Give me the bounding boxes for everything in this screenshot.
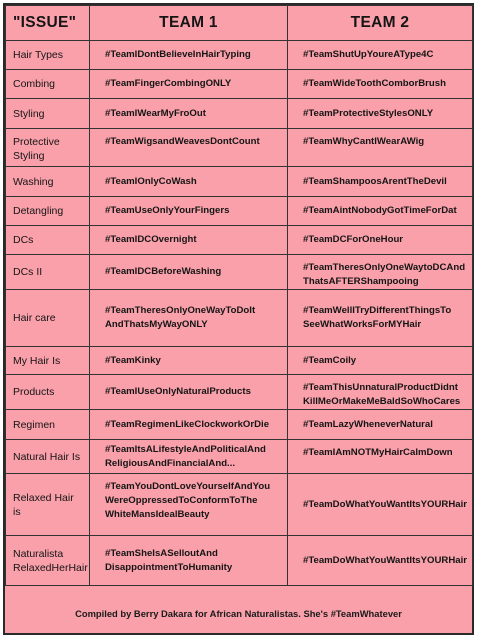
cell-team2: #TeamTheresOnlyOneWaytoDCAnd ThatsAFTERShampooing: [288, 255, 473, 290]
cell-team1: #TeamIUseOnlyNaturalProducts: [90, 375, 288, 410]
cell-issue: Combing: [6, 70, 90, 99]
cell-team2: #TeamWideToothComborBrush: [288, 70, 473, 99]
cell-team1: #TeamTheresOnlyOneWayToDoIt AndThatsMyWayONLY: [90, 290, 288, 347]
table-row: [6, 290, 473, 347]
cell-issue: DCs II: [6, 255, 90, 290]
cell-team2: #TeamThisUnnaturalProductDidnt KillMeOrMakeMeBaldSoWhoCares: [288, 375, 473, 410]
table-row: [6, 70, 473, 99]
cell-team2: #TeamAintNobodyGotTimeForDat: [288, 197, 473, 226]
cell-issue: Styling: [6, 99, 90, 129]
table-row: [6, 474, 473, 536]
header-team1: TEAM 1: [90, 6, 288, 41]
cell-team2: #TeamWhyCantIWearAWig: [288, 129, 473, 167]
cell-team1: #TeamRegimenLikeClockworkOrDie: [90, 410, 288, 440]
cell-team1: #TeamSheIsASelloutAnd DisappointmentToHumanity: [90, 536, 288, 586]
table-row: [6, 440, 473, 474]
cell-issue: Relaxed Hair is: [6, 474, 90, 536]
cell-issue: Regimen: [6, 410, 90, 440]
cell-team2: #TeamShampoosArentTheDevil: [288, 167, 473, 197]
cell-issue: My Hair Is: [6, 347, 90, 375]
table-row: [6, 226, 473, 255]
cell-issue: Protective Styling: [6, 129, 90, 167]
comparison-sheet: [3, 3, 474, 635]
cell-issue: DCs: [6, 226, 90, 255]
table-row: [6, 255, 473, 290]
cell-team1: #TeamUseOnlyYourFingers: [90, 197, 288, 226]
cell-team1: #TeamIDCBeforeWashing: [90, 255, 288, 290]
header-row: [6, 6, 473, 41]
cell-team2: #TeamDoWhatYouWantItsYOURHair: [288, 474, 473, 536]
cell-issue: Detangling: [6, 197, 90, 226]
table-row: [6, 41, 473, 70]
cell-issue: Products: [6, 375, 90, 410]
cell-issue: Naturalista RelaxedHerHair: [6, 536, 90, 586]
cell-issue: Washing: [6, 167, 90, 197]
cell-team1: #TeamIWearMyFroOut: [90, 99, 288, 129]
table-row: [6, 167, 473, 197]
table-row: [6, 99, 473, 129]
cell-team2: #TeamShutUpYoureAType4C: [288, 41, 473, 70]
cell-team1: #TeamFingerCombingONLY: [90, 70, 288, 99]
cell-team1: #TeamKinky: [90, 347, 288, 375]
table-row: [6, 536, 473, 586]
cell-team1: #TeamIDontBelieveInHairTyping: [90, 41, 288, 70]
table-row: [6, 347, 473, 375]
cell-team2: #TeamProtectiveStylesONLY: [288, 99, 473, 129]
cell-issue: Hair care: [6, 290, 90, 347]
table-row: [6, 410, 473, 440]
header-team2: TEAM 2: [288, 6, 473, 41]
cell-team2: #TeamDCForOneHour: [288, 226, 473, 255]
cell-issue: Natural Hair Is: [6, 440, 90, 474]
cell-team1: #TeamYouDontLoveYourselfAndYou WereOppressedToConformToThe WhiteMansIdealBeauty: [90, 474, 288, 536]
comparison-table: [5, 5, 473, 586]
header-issue: "ISSUE": [6, 6, 90, 41]
cell-team2: #TeamWellITryDifferentThingsTo SeeWhatWorksForMYHair: [288, 290, 473, 347]
cell-issue: Hair Types: [6, 41, 90, 70]
cell-team1: #TeamIOnlyCoWash: [90, 167, 288, 197]
cell-team2: #TeamCoily: [288, 347, 473, 375]
cell-team1: #TeamIDCOvernight: [90, 226, 288, 255]
cell-team1: #TeamItsALifestyleAndPoliticalAnd ReligiousAndFinancialAnd...: [90, 440, 288, 474]
cell-team2: #TeamLazyWheneverNatural: [288, 410, 473, 440]
cell-team2: #TeamDoWhatYouWantItsYOURHair: [288, 536, 473, 586]
cell-team1: #TeamWigsandWeavesDontCount: [90, 129, 288, 167]
cell-team2: #TeamIAmNOTMyHairCalmDown: [288, 440, 473, 474]
footer-credit: Compiled by Berry Dakara for African Naturalistas. She's #TeamWhatever: [75, 608, 402, 619]
table-row: [6, 197, 473, 226]
table-row: [6, 375, 473, 410]
table-row: [6, 129, 473, 167]
